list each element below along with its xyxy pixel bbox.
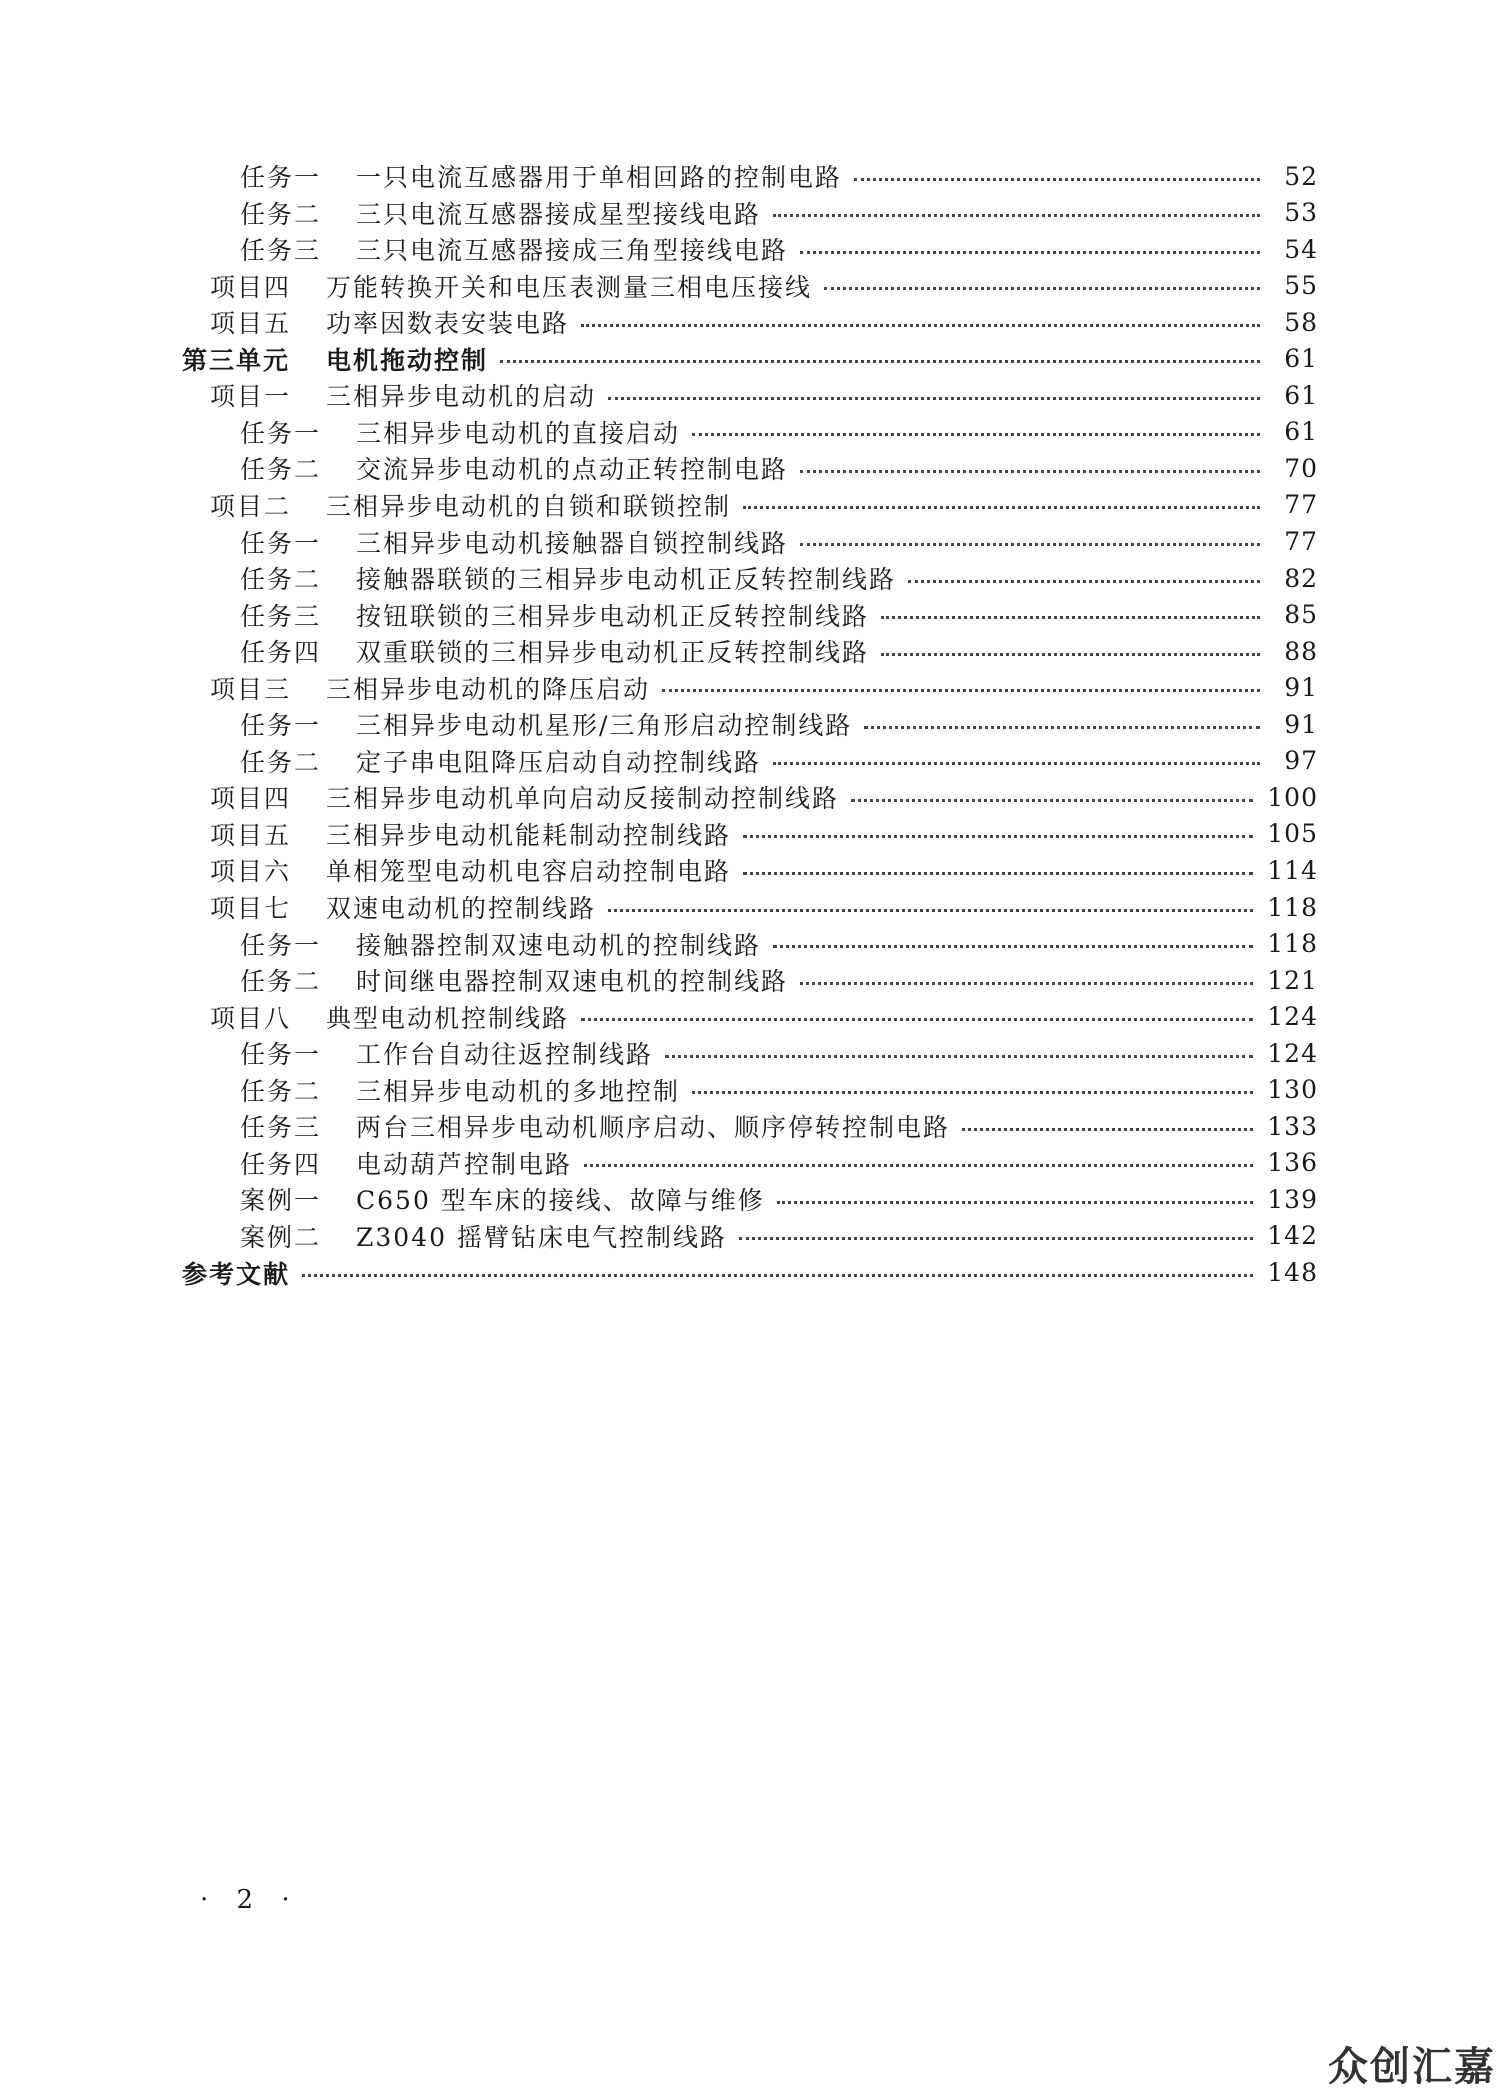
toc-entry-label: 任务一 [240, 711, 322, 741]
toc-entry-label: 项目一 [210, 382, 292, 412]
toc-entry-label: 任务四 [240, 1149, 322, 1179]
toc-entry-page: 136 [1267, 1148, 1318, 1178]
toc-entry-page: 114 [1267, 855, 1318, 885]
toc-entry-label: 任务二 [240, 1076, 322, 1106]
toc-entry-title: 接触器联锁的三相异步电动机正反转控制线路 [356, 565, 897, 595]
toc-entry[interactable] [210, 485, 1318, 525]
toc-entry-page: 118 [1267, 929, 1318, 959]
toc-entry[interactable] [240, 229, 1318, 269]
dot-leader [743, 870, 1253, 875]
toc-entry-page: 58 [1284, 307, 1318, 337]
dot-leader [662, 687, 1260, 692]
toc-entry-title: 时间继电器控制双速电机的控制线路 [356, 967, 789, 997]
dot-leader [739, 1235, 1253, 1240]
toc-entry-label: 任务一 [240, 163, 322, 192]
toc-entry-title: 三相异步电动机能耗制动控制线路 [326, 820, 732, 850]
toc-entry[interactable] [210, 266, 1318, 306]
toc-entry-title: 功率因数表安装电路 [326, 309, 570, 339]
toc-entry-label: 任务二 [240, 565, 322, 595]
toc-entry[interactable] [240, 558, 1318, 598]
toc-entry-label: 任务一 [240, 1040, 322, 1070]
toc-entry-page: 105 [1267, 819, 1318, 849]
toc-entry[interactable] [240, 1070, 1318, 1110]
dot-leader [773, 212, 1260, 217]
dot-leader [692, 431, 1260, 436]
toc-entry-label: 任务三 [240, 601, 322, 631]
toc-entry-label: 项目二 [210, 491, 292, 521]
toc-entry-label: 任务三 [240, 1113, 322, 1143]
toc-entry-page: 139 [1267, 1184, 1318, 1214]
toc-entry[interactable] [240, 1179, 1318, 1219]
toc-entry[interactable] [240, 1106, 1318, 1146]
toc-entry-page: 54 [1284, 234, 1318, 264]
toc-entry[interactable] [240, 595, 1318, 635]
toc-entry-label: 任务三 [240, 236, 322, 266]
toc-entry-label: 任务一 [240, 528, 322, 558]
toc-entry-title: Z3040 摇臂钻床电气控制线路 [356, 1222, 727, 1252]
toc-entry-label: 第三单元 [182, 345, 291, 375]
toc-entry-label: 参考文献 [182, 1259, 291, 1289]
toc-entry-title: 三相异步电动机星形/三角形启动控制线路 [356, 711, 853, 741]
dot-leader [743, 833, 1253, 838]
toc-entry-page: 52 [1284, 161, 1318, 191]
dot-leader [800, 249, 1260, 254]
toc-entry-page: 124 [1267, 1002, 1318, 1032]
toc-entry-title: 按钮联锁的三相异步电动机正反转控制线路 [356, 601, 870, 631]
toc-entry-title: 双重联锁的三相异步电动机正反转控制线路 [356, 638, 870, 668]
toc-entry[interactable] [240, 1216, 1318, 1256]
toc-entry[interactable] [240, 924, 1318, 964]
toc-entry-title: 交流异步电动机的点动正转控制电路 [356, 455, 789, 485]
toc-entry-page: 70 [1284, 453, 1318, 483]
toc-entry[interactable] [240, 1143, 1318, 1183]
toc-entry-title: 电机拖动控制 [326, 345, 489, 375]
dot-leader [608, 395, 1260, 400]
toc-entry-page: 61 [1284, 417, 1318, 447]
toc-entry-label: 项目五 [210, 309, 292, 339]
toc-entry[interactable] [210, 814, 1318, 854]
toc-entry[interactable] [240, 741, 1318, 781]
dot-leader [854, 176, 1260, 181]
dot-leader [881, 651, 1260, 656]
toc-entry-label: 项目六 [210, 857, 292, 887]
toc-entry-label: 任务二 [240, 199, 322, 229]
dot-leader [908, 578, 1260, 583]
toc-entry-page: 82 [1284, 563, 1318, 593]
toc-entry[interactable] [240, 522, 1318, 562]
toc-entry-page: 85 [1284, 600, 1318, 630]
toc-entry-page: 100 [1267, 782, 1318, 812]
toc-entry[interactable] [210, 887, 1318, 927]
toc-entry[interactable] [210, 668, 1318, 708]
toc-entry[interactable] [210, 997, 1318, 1037]
toc-entry[interactable] [182, 339, 1318, 379]
toc-entry-label: 任务一 [240, 418, 322, 448]
toc-entry-page: 53 [1284, 198, 1318, 228]
dot-leader [824, 285, 1260, 290]
toc-entry-title: 三相异步电动机的启动 [326, 382, 597, 412]
toc-entry-label: 任务四 [240, 638, 322, 668]
toc-entry-page: 97 [1284, 746, 1318, 776]
toc-entry-page: 77 [1284, 527, 1318, 556]
toc-entry-title: 三相异步电动机的自锁和联锁控制 [326, 491, 732, 521]
toc-entry-title: 三相异步电动机的直接启动 [356, 418, 681, 448]
toc-entry[interactable] [210, 850, 1318, 890]
toc-entry-page: 88 [1284, 636, 1318, 666]
toc-entry-label: 任务二 [240, 747, 322, 777]
toc-entry[interactable] [210, 777, 1318, 817]
toc-entry-page: 61 [1284, 344, 1318, 374]
toc-entry-page: 91 [1284, 673, 1318, 703]
toc-entry-title: 定子串电阻降压启动自动控制线路 [356, 747, 762, 777]
dot-leader [743, 504, 1260, 509]
toc-entry-title: 一只电流互感器用于单相回路的控制电路 [356, 163, 843, 192]
toc-entry-label: 案例二 [240, 1222, 322, 1252]
dot-leader [584, 1162, 1253, 1167]
dot-leader [581, 1016, 1253, 1021]
toc-entry-page: 130 [1267, 1075, 1318, 1105]
dot-leader [851, 797, 1253, 802]
toc-entry[interactable] [182, 1253, 1318, 1293]
page-number: · 2 · [200, 1885, 300, 1915]
toc-entry-page: 124 [1267, 1038, 1318, 1068]
toc-entry[interactable] [240, 631, 1318, 671]
dot-leader [800, 541, 1260, 546]
toc-entry-label: 项目四 [210, 272, 292, 302]
dot-leader [800, 980, 1253, 985]
toc-entry-label: 任务二 [240, 967, 322, 997]
toc-entry[interactable] [240, 448, 1318, 488]
toc-entry-title: 三只电流互感器接成星型接线电路 [356, 199, 762, 229]
toc-entry-title: 双速电动机的控制线路 [326, 894, 597, 923]
toc-entry-label: 任务一 [240, 930, 322, 960]
toc-entry[interactable] [240, 1033, 1318, 1073]
toc-entry-page: 77 [1284, 490, 1318, 520]
toc-entry-page: 133 [1267, 1111, 1318, 1141]
dot-leader [864, 724, 1260, 729]
dot-leader [608, 907, 1253, 912]
toc-entry-page: 148 [1267, 1258, 1318, 1287]
dot-leader [692, 1089, 1253, 1094]
toc-entry-page: 121 [1267, 965, 1318, 995]
toc-entry-title: 三相异步电动机的降压启动 [326, 674, 651, 704]
watermark-logo: 众创汇嘉 [1328, 2044, 1496, 2090]
toc-entry-title: 工作台自动往返控制线路 [356, 1040, 654, 1070]
toc-entry-page: 61 [1284, 380, 1318, 410]
toc-entry[interactable] [240, 156, 1318, 196]
toc-entry-label: 任务二 [240, 455, 322, 485]
toc-entry[interactable] [210, 302, 1318, 342]
toc-entry-label: 项目四 [210, 784, 292, 814]
toc-entry-label: 项目五 [210, 820, 292, 850]
dot-leader [800, 468, 1260, 473]
toc-entry[interactable] [210, 375, 1318, 415]
dot-leader [962, 1126, 1253, 1131]
toc-entry-label: 项目三 [210, 674, 292, 704]
toc-entry-title: 两台三相异步电动机顺序启动、顺序停转控制电路 [356, 1113, 951, 1143]
dot-leader [581, 322, 1260, 327]
toc-entry[interactable] [240, 193, 1318, 233]
toc-entry-title: C650 型车床的接线、故障与维修 [356, 1186, 765, 1216]
toc-entry-label: 案例一 [240, 1186, 322, 1216]
toc-entry-title: 三相异步电动机的多地控制 [356, 1076, 681, 1106]
toc-entry-title: 接触器控制双速电动机的控制线路 [356, 930, 762, 960]
toc-entry-title: 三相异步电动机单向启动反接制动控制线路 [326, 784, 840, 814]
toc-entry-title: 三只电流互感器接成三角型接线电路 [356, 236, 789, 266]
toc-entry-title: 三相异步电动机接触器自锁控制线路 [356, 528, 789, 558]
dot-leader [302, 1272, 1253, 1277]
dot-leader [773, 943, 1253, 948]
toc-entry-title: 典型电动机控制线路 [326, 1003, 570, 1033]
toc-entry-title: 电动葫芦控制电路 [356, 1149, 573, 1179]
toc-entry-page: 118 [1267, 892, 1318, 922]
toc-entry-page: 142 [1267, 1221, 1318, 1251]
dot-leader [881, 614, 1260, 619]
dot-leader [773, 760, 1260, 765]
toc-entry[interactable] [240, 412, 1318, 452]
toc-entry[interactable] [240, 960, 1318, 1000]
toc-entry-label: 项目七 [210, 894, 292, 923]
dot-leader [777, 1199, 1253, 1204]
dot-leader [665, 1053, 1253, 1058]
toc-entry-title: 万能转换开关和电压表测量三相电压接线 [326, 272, 813, 302]
toc-entry-page: 91 [1284, 709, 1318, 739]
toc-entry-label: 项目八 [210, 1003, 292, 1033]
dot-leader [500, 358, 1260, 363]
toc-entry-title: 单相笼型电动机电容启动控制电路 [326, 857, 732, 887]
toc-entry[interactable] [240, 704, 1318, 744]
toc-entry-page: 55 [1284, 271, 1318, 301]
